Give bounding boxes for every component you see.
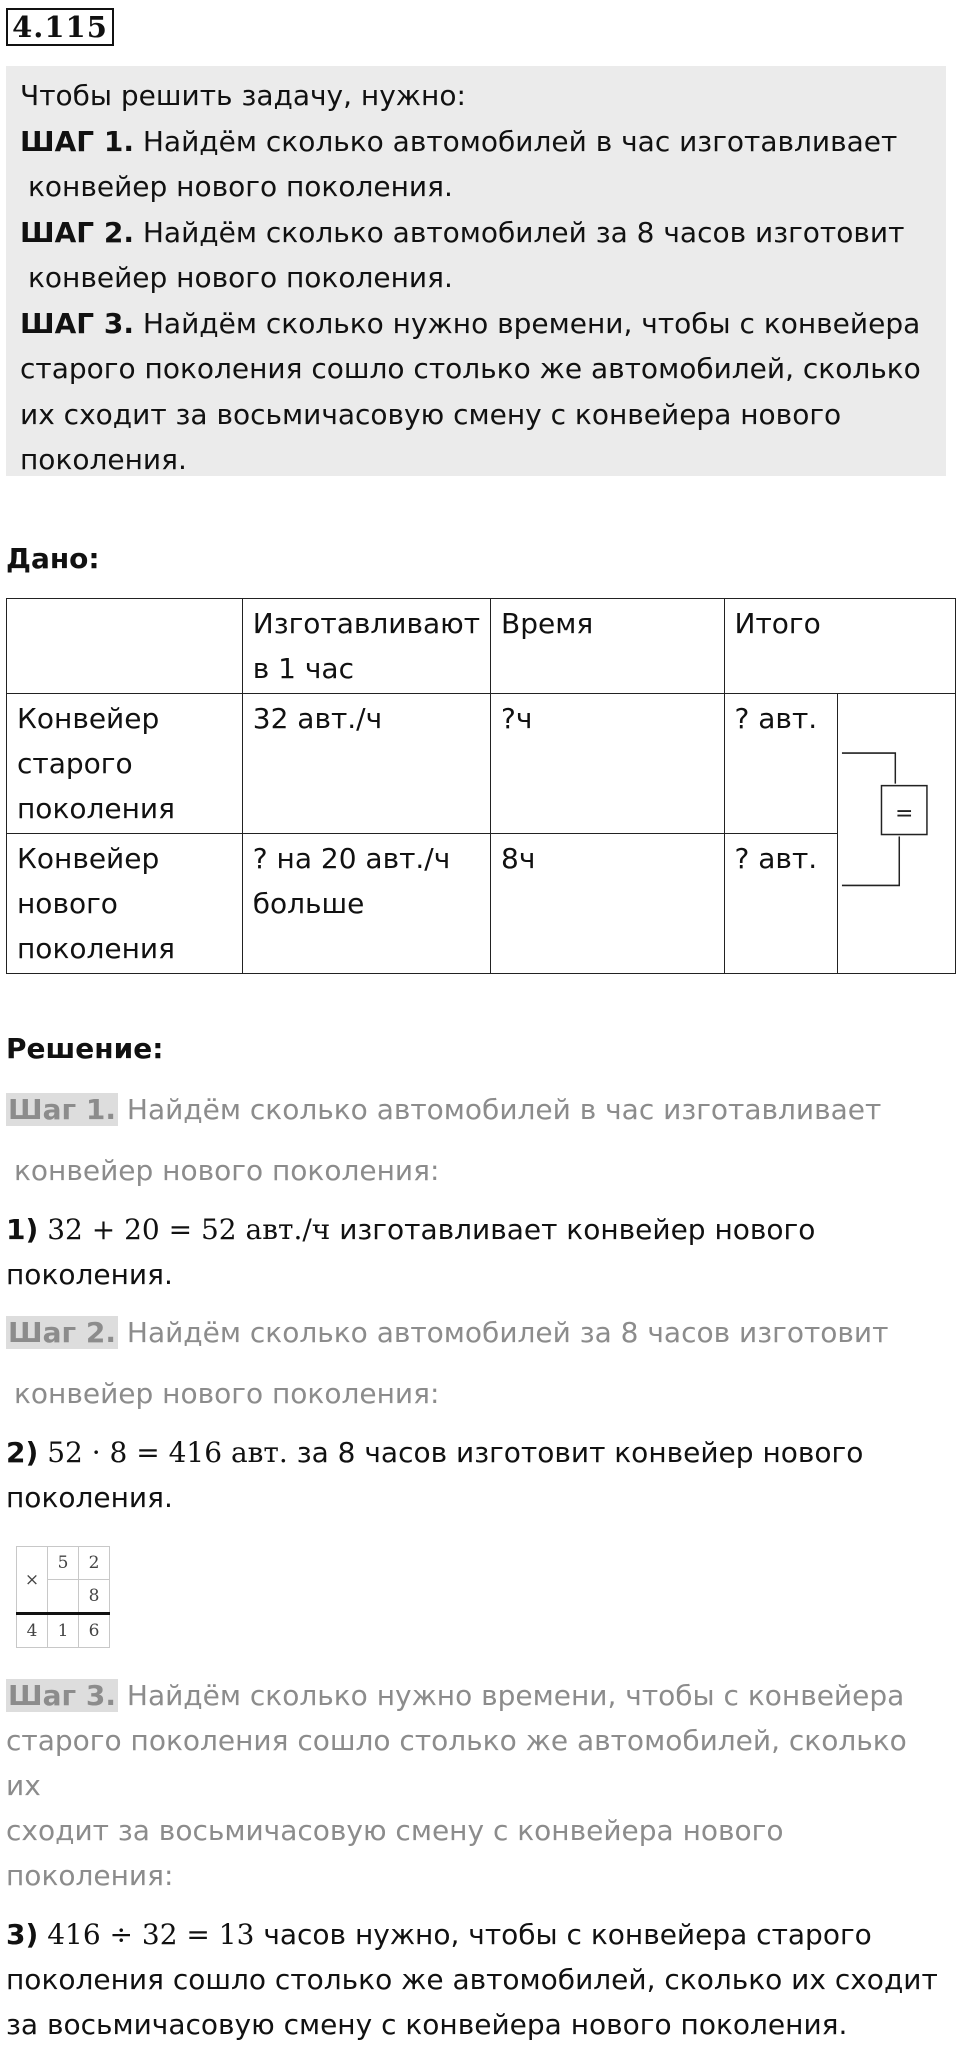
plan-step-2-cont: конвейер нового поколения. [28,261,453,294]
step-1-title: Шаг 1. Найдём сколько автомобилей в час изготавливает [8,1093,882,1126]
step-2-calc-cont: поколения. [6,1481,173,1514]
step-2-expression: 52 · 8 = 416 авт. [47,1436,288,1469]
mul-cell: 6 [79,1614,110,1648]
header-cell: Время [491,599,724,694]
solution-step-2 [6,1310,950,1520]
task-number: 4.115 [6,8,114,46]
step-3-title-line3: сходит за восьмичасовую смену с конвейера нового [6,1814,784,1847]
plan-step-2: ШАГ 2. Найдём сколько автомобилей за 8 часов изготовит [20,215,905,249]
given-table [6,598,956,974]
given-row-old [7,694,956,834]
step-3-title: Шаг 3. Найдём сколько нужно времени, чтобы с конвейера [8,1679,905,1712]
plan-box [6,66,946,476]
step-2-calc: 2) 52 · 8 = 416 авт. за 8 часов изготовит конвейер нового [6,1436,864,1469]
plan-step-1-cont: конвейер нового поколения. [28,170,453,203]
step-3-title-line2: старого поколения сошло столько же автомобилей, сколько их [6,1724,907,1802]
long-multiplication [16,1546,110,1648]
step-1-calc: 1) 32 + 20 = 52 авт./ч изготавливает конвейер нового [6,1213,816,1246]
step-3-calc-line2: поколения сошло столько же автомобилей, сколько их сходит [6,1963,938,1996]
step-label: Шаг 1. [8,1093,116,1126]
solution-step-3 [6,1673,950,2047]
mul-row [17,1547,110,1580]
time-cell: 8ч [491,834,724,974]
plan-step-label: ШАГ 1. [20,124,134,158]
equal-sign: = [895,800,914,827]
rate-cell: 32 авт./ч [242,694,490,834]
header-cell: Изготавливают в 1 час [242,599,490,694]
mul-row [17,1614,110,1648]
mul-cell [48,1580,79,1614]
given-heading: Дано: [6,542,100,575]
mul-cell: 8 [79,1580,110,1614]
plan-step-3-cont: старого поколения сошло столько же автомобилей, сколько [20,352,921,385]
plan-step-label: ШАГ 3. [20,306,134,340]
mul-cell: 1 [48,1614,79,1648]
mul-cell: 5 [48,1547,79,1580]
equality-bracket-cell [838,694,956,974]
mul-cell: × [17,1547,48,1614]
total-cell: ? авт. [724,834,838,974]
time-cell: ?ч [491,694,724,834]
given-header-row [7,599,956,694]
step-label: Шаг 3. [8,1679,116,1712]
mul-cell: 2 [79,1547,110,1580]
header-cell: Итого [724,599,955,694]
step-1-calc-cont: поколения. [6,1258,173,1291]
step-3-expression: 416 ÷ 32 = 13 [47,1918,255,1951]
step-1-title-cont: конвейер нового поколения: [14,1154,440,1187]
plan-intro: Чтобы решить задачу, нужно: [20,79,466,112]
rate-cell: ? на 20 авт./ч больше [242,834,490,974]
total-cell: ? авт. [724,694,838,834]
plan-step-label: ШАГ 2. [20,215,134,249]
given-row-new [7,834,956,974]
row-name-cell: Конвейер старого поколения [7,694,243,834]
step-label: Шаг 2. [8,1316,116,1349]
plan-step-3-cont3: поколения. [20,443,187,476]
step-3-title-line4: поколения: [6,1859,174,1892]
plan-step-1: ШАГ 1. Найдём сколько автомобилей в час изготавливает [20,124,898,158]
mul-cell: 4 [17,1614,48,1648]
step-2-title: Шаг 2. Найдём сколько автомобилей за 8 часов изготовит [8,1316,889,1349]
equality-bracket [838,694,955,973]
step-2-title-cont: конвейер нового поколения: [14,1377,440,1410]
row-name-cell: Конвейер нового поколения [7,834,243,974]
header-cell [7,599,243,694]
plan-step-3: ШАГ 3. Найдём сколько нужно времени, чтобы с конвейера [20,306,921,340]
step-3-calc-line3: за восьмичасовую смену с конвейера нового поколения. [6,2008,848,2041]
step-3-calc: 3) 416 ÷ 32 = 13 часов нужно, чтобы с конвейера старого [6,1918,872,1951]
solution-step-1 [6,1087,950,1297]
solution-heading: Решение: [6,1032,164,1065]
step-1-expression: 32 + 20 = 52 авт./ч [47,1213,331,1246]
plan-step-3-cont2: их сходит за восьмичасовую смену с конвейера нового [20,397,842,431]
